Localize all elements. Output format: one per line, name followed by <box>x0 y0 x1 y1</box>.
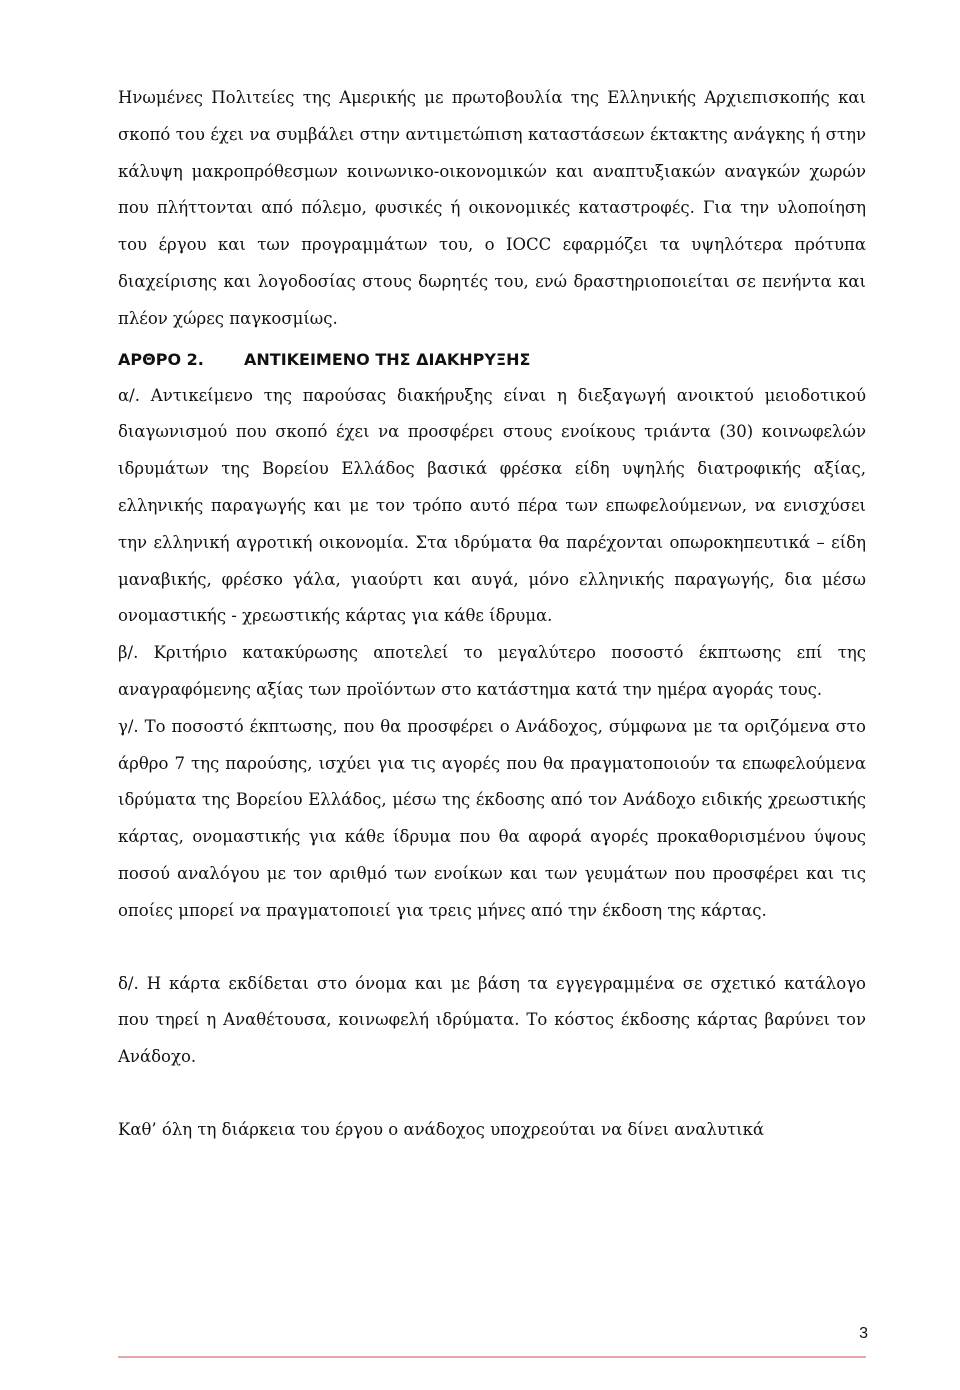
page-number: 3 <box>859 1325 868 1342</box>
paragraph-e: Καθ’ όλη τη διάρκεια του έργου ο ανάδοχος υποχρεούται να δίνει αναλυτικά <box>118 1119 765 1139</box>
article-number: ΑΡΘΡΟ 2. <box>118 349 204 369</box>
paragraph-c: γ/. Το ποσοστό έκπτωσης, που θα προσφέρει ο Ανάδοχος, σύμφωνα με τα οριζόμενα στο άρθρο 7 της παρούσης, ισχύει για τις αγορές που θα πραγματοποιούν τα επωφελούμενα ιδρύματα της Βορείου Ελλάδος, μέσω της έκδοσης από τον Ανάδοχο ειδικής χρεωστικής κάρτας, ονομαστικής για κάθε ίδρυμα που θα αφορά αγορές προκαθορισμένου ύψους ποσού αναλόγου με τον αριθμό των ενοίκων και των γευμάτων που προσφέρει και τις οποίες μπορεί να πραγματοποιεί για τρεις μήνες από την έκδοση της κάρτας. <box>118 716 866 920</box>
intro-paragraph <box>118 80 866 338</box>
paragraph-a: α/. Αντικείμενο της παρούσας διακήρυξης είναι η διεξαγωγή ανοικτού μειοδοτικού διαγωνισμού που σκοπό έχει να προσφέρει στους ενοίκους τριάντα (30) κοινωφελών ιδρυμάτων της Βορείου Ελλάδος βασικά φρέσκα είδη υψηλής διατροφικής αξίας, ελληνικής παραγωγής και με τον τρόπο αυτό πέρα των επωφελούμενων, να ενισχύσει την ελληνική αγροτική οικονομία. Στα ιδρύματα θα παρέχονται οπωροκηπευτικά – είδη μαναβικής, φρέσκο γάλα, γιαούρτι και αυγά, μόνο ελληνικής παραγωγής, δια μέσω ονομαστικής - χρεωστικής κάρτας για κάθε ίδρυμα. <box>118 385 866 626</box>
intro-sentence-1: Ηνωμένες Πολιτείες της Αμερικής με πρωτοβουλία της Ελληνικής Αρχιεπισκοπής και σκοπό του έχει να συμβάλει στην αντιμετώπιση καταστάσεων έκτακτης ανάγκης ή στην κάλυψη μακροπρόθεσμων κοινωνικο-οικονομικών και αναπτυξιακών αναγκών χωρών που πλήττονται από πόλεμο, φυσικές ή οικονομικές καταστροφές. <box>118 88 866 218</box>
document-body <box>118 80 866 1149</box>
article-heading <box>118 342 866 378</box>
paragraph-d: δ/. Η κάρτα εκδίδεται στο όνομα και με βάση τα εγγεγραμμένα σε σχετικό κατάλογο που τηρεί η Αναθέτουσα, κοινωφελή ιδρύματα. Το κόστος έκδοσης κάρτας βαρύνει τον Ανάδοχο. <box>118 973 866 1067</box>
article-title: ΑΝΤΙΚΕΙΜΕΝΟ ΤΗΣ ΔΙΑΚΗΡΥΞΗΣ <box>244 349 531 369</box>
paragraph-b: β/. Κριτήριο κατακύρωσης αποτελεί το μεγαλύτερο ποσοστό έκπτωσης επί της αναγραφόμενης αξίας των προϊόντων στο κατάστημα κατά την ημέρα αγοράς τους. <box>118 643 866 699</box>
spacer <box>118 1076 866 1112</box>
footer-rule <box>118 1356 866 1358</box>
intro-sentence-2: Για την υλοποίηση του έργου και των προγραμμάτων του, ο IOCC εφαρμόζει τα υψηλότερα πρότυπα διαχείρισης και λογοδοσίας στους δωρητές του, ενώ δραστηριοποιείται σε πενήντα και πλέον χώρες παγκοσμίως. <box>118 198 866 328</box>
spacer <box>118 930 866 966</box>
